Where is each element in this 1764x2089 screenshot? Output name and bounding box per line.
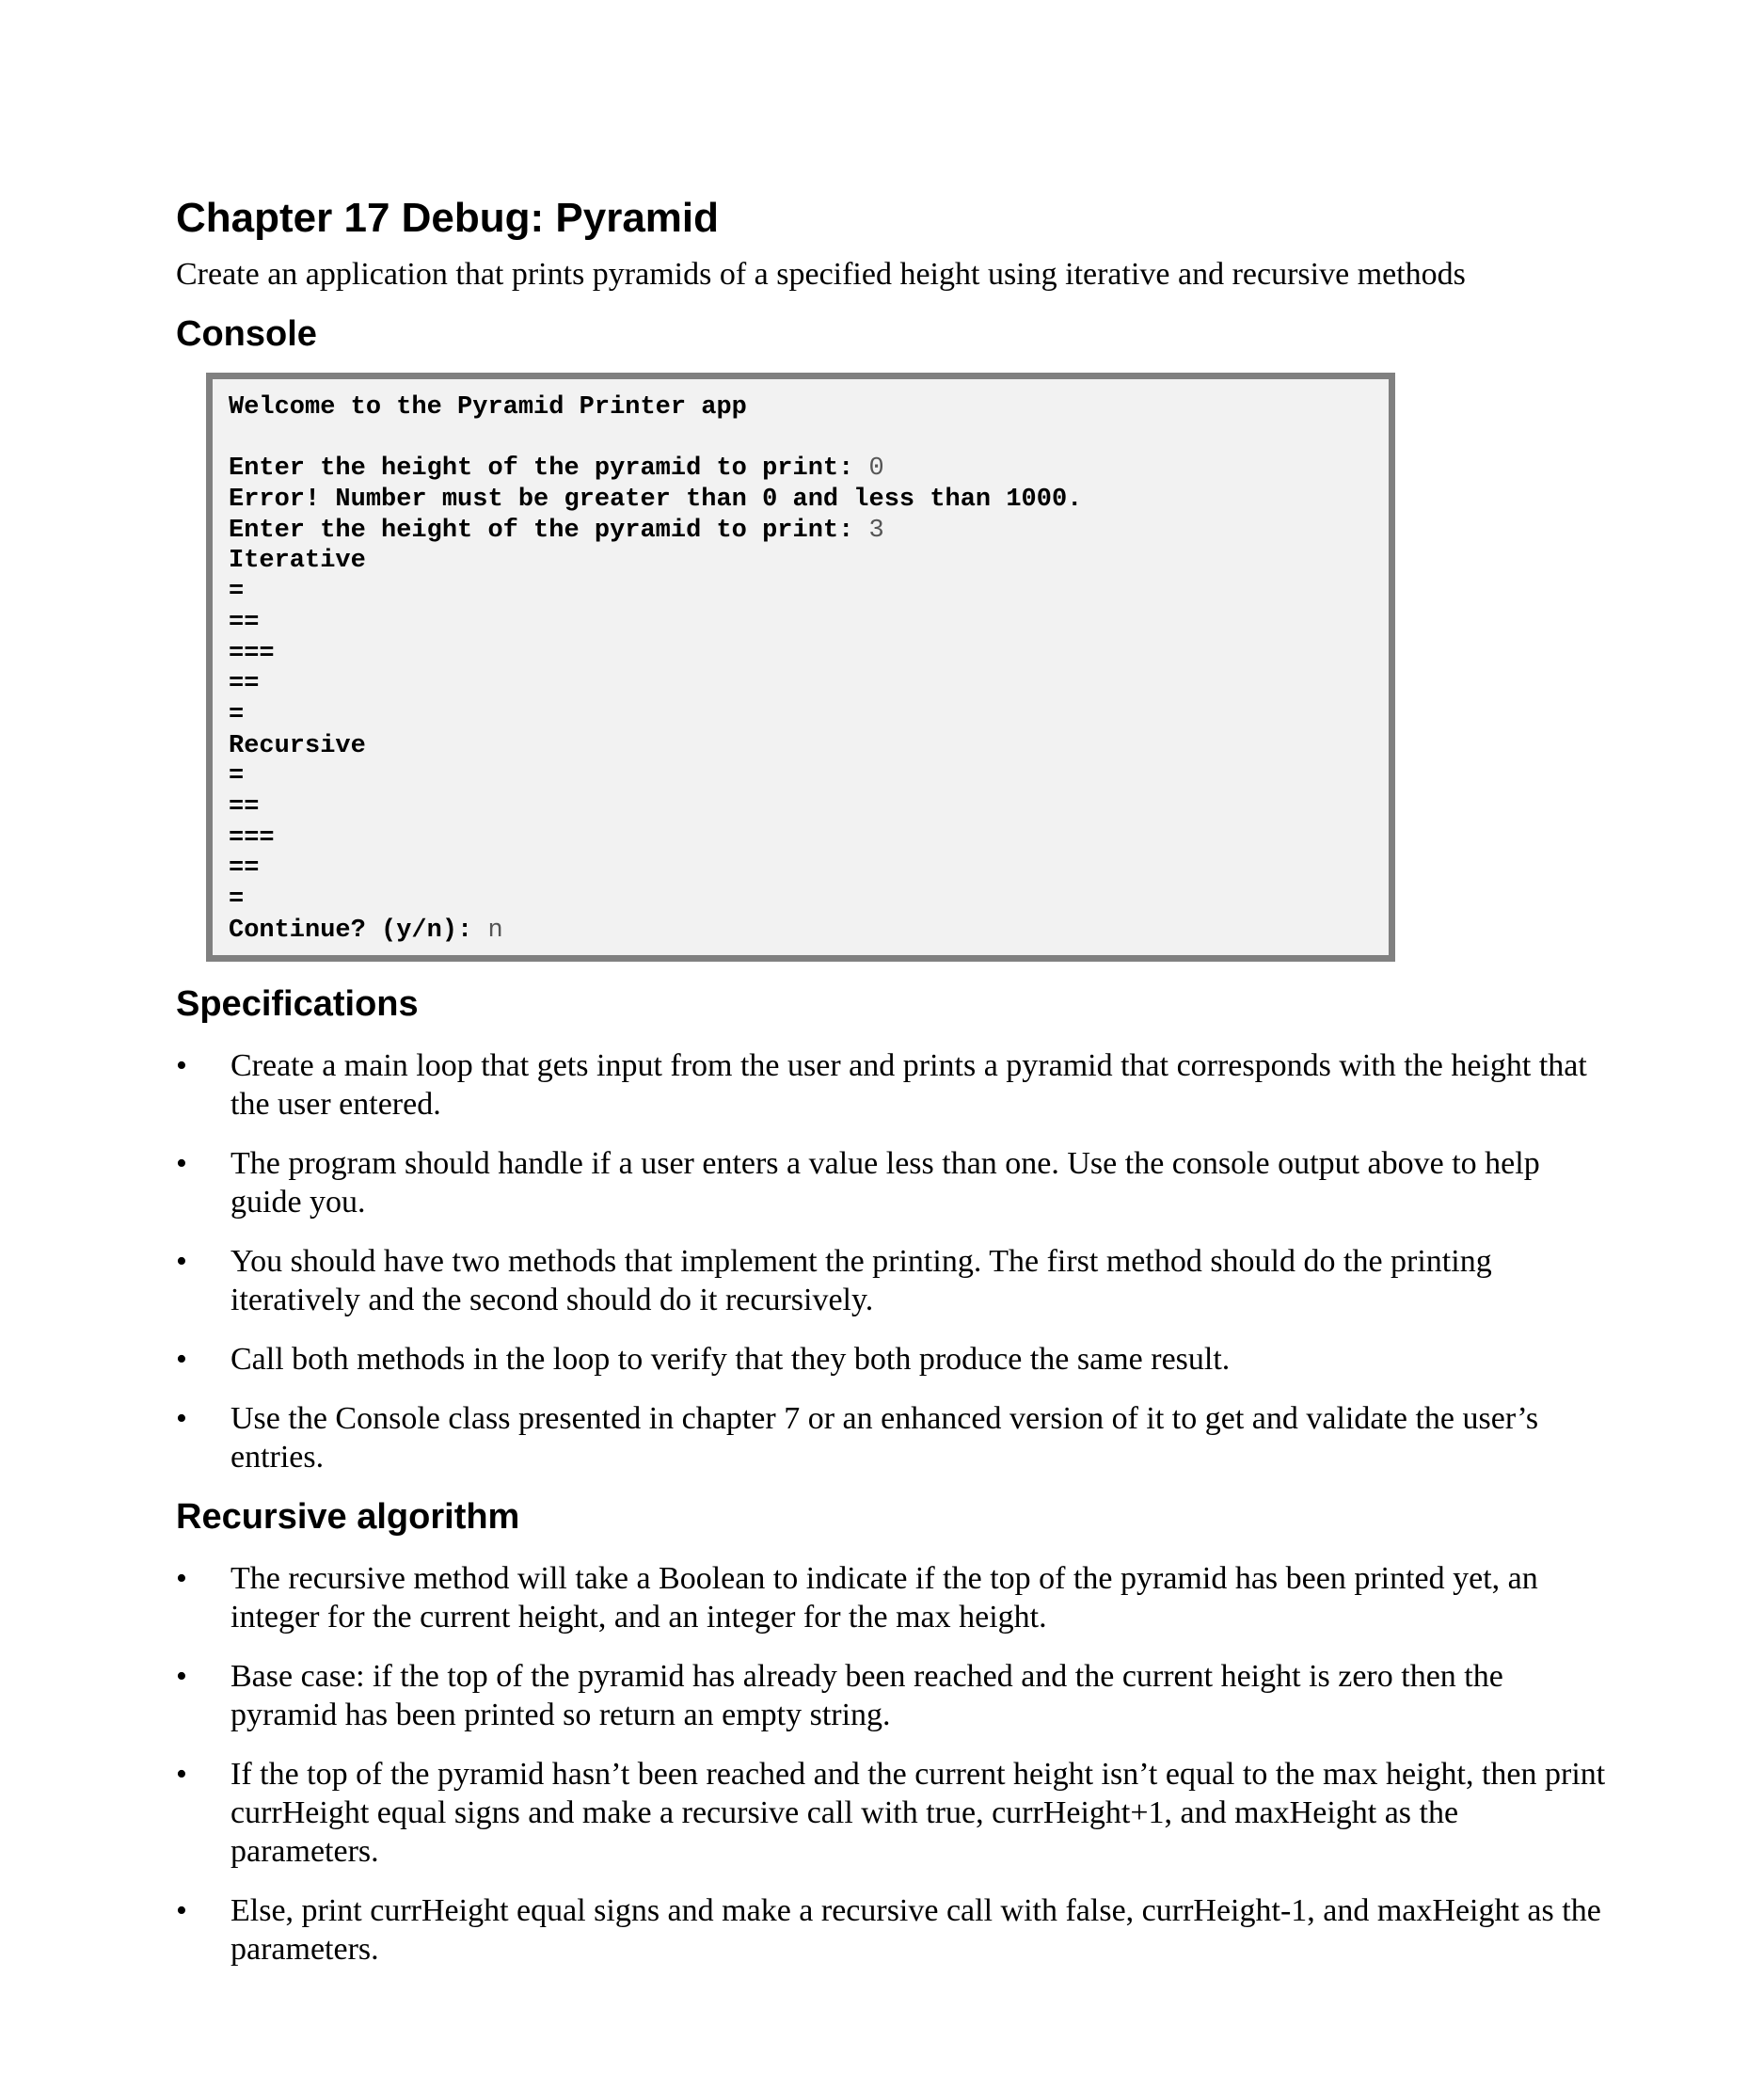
console-line-text: = — [229, 762, 245, 791]
console-line — [229, 485, 1373, 516]
console-output-box — [206, 373, 1395, 962]
console-line — [229, 577, 1373, 608]
console-line-text: == — [229, 608, 260, 637]
console-line-text: === — [229, 823, 275, 853]
recursive-algorithm-list — [176, 1559, 1606, 1969]
console-line-text: Enter the height of the pyramid to print: — [229, 454, 869, 484]
console-line — [229, 916, 1373, 947]
recursive-algorithm-item — [176, 1559, 1606, 1636]
specifications-heading: Specifications — [176, 984, 419, 1025]
bullet-icon: • — [176, 1757, 187, 1793]
specification-item-text: Create a main loop that gets input from the user and prints a pyramid that corresponds with the height that the user entered. — [230, 1048, 1587, 1123]
console-user-input: 0 — [868, 454, 884, 484]
console-line — [229, 731, 1373, 762]
console-line — [229, 700, 1373, 731]
bullet-icon: • — [176, 1401, 187, 1437]
bullet-icon: • — [176, 1659, 187, 1695]
console-line-text: Enter the height of the pyramid to print: — [229, 516, 869, 545]
console-line-text: = — [229, 700, 245, 729]
specification-item — [176, 1046, 1606, 1124]
intro-paragraph: Create an application that prints pyramids of a specified height using iterative and recursive methods — [176, 257, 1466, 292]
console-user-input: n — [487, 916, 503, 945]
specification-item — [176, 1144, 1606, 1221]
console-line — [229, 423, 1373, 454]
console-line-text: Iterative — [229, 547, 366, 576]
console-line — [229, 608, 1373, 639]
console-line-text: Continue? (y/n): — [229, 916, 488, 945]
document-page — [176, 195, 1606, 1969]
console-line — [229, 853, 1373, 885]
console-line — [229, 823, 1373, 854]
console-line-text: == — [229, 792, 260, 821]
specification-item-text: You should have two methods that implement the printing. The first method should do the printing iteratively and the second should do it recursively. — [230, 1244, 1492, 1318]
console-line — [229, 792, 1373, 823]
recursive-algorithm-heading: Recursive algorithm — [176, 1497, 520, 1538]
console-line-text: = — [229, 578, 245, 607]
recursive-algorithm-item-text: Base case: if the top of the pyramid has already been reached and the current height is zero then the pyramid has been printed so return an empty string. — [230, 1659, 1503, 1733]
specification-item — [176, 1340, 1606, 1379]
console-line — [229, 885, 1373, 916]
bullet-icon: • — [176, 1342, 187, 1378]
console-line-text: Error! Number must be greater than 0 and less than 1000. — [229, 486, 1083, 515]
recursive-algorithm-item-text: Else, print currHeight equal signs and make a recursive call with false, currHeight-1, and maxHeight as the parameters. — [230, 1893, 1601, 1968]
console-line — [229, 761, 1373, 792]
console-line — [229, 454, 1373, 485]
console-line — [229, 669, 1373, 700]
console-line — [229, 639, 1373, 670]
console-line-text: == — [229, 670, 260, 699]
bullet-icon: • — [176, 1146, 187, 1182]
bullet-icon: • — [176, 1048, 187, 1084]
console-heading: Console — [176, 314, 317, 354]
specification-item — [176, 1242, 1606, 1319]
recursive-algorithm-item — [176, 1891, 1606, 1969]
specification-item-text: The program should handle if a user enters a value less than one. Use the console output above to help guide you. — [230, 1146, 1540, 1220]
specification-item-text: Use the Console class presented in chapter 7 or an enhanced version of it to get and validate the user’s entries. — [230, 1401, 1539, 1475]
recursive-algorithm-item — [176, 1755, 1606, 1871]
recursive-algorithm-item-text: If the top of the pyramid hasn’t been reached and the current height isn’t equal to the max height, then print currHeight equal signs and make a recursive call with true, currHeight+1, and maxHeight as the parameters. — [230, 1757, 1606, 1870]
console-line-text: Recursive — [229, 731, 366, 760]
console-line — [229, 392, 1373, 423]
console-line — [229, 516, 1373, 547]
specification-item-text: Call both methods in the loop to verify that they both produce the same result. — [230, 1342, 1231, 1378]
console-line-text: = — [229, 885, 245, 914]
console-line-text: === — [229, 639, 275, 668]
bullet-icon: • — [176, 1244, 187, 1280]
recursive-algorithm-item — [176, 1657, 1606, 1734]
recursive-algorithm-item-text: The recursive method will take a Boolean to indicate if the top of the pyramid has been printed yet, an integer for the current height, and an integer for the max height. — [230, 1561, 1538, 1635]
console-line-text: Welcome to the Pyramid Printer app — [229, 393, 747, 422]
bullet-icon: • — [176, 1893, 187, 1929]
page-title: Chapter 17 Debug: Pyramid — [176, 195, 720, 241]
specifications-list — [176, 1046, 1606, 1476]
specification-item — [176, 1399, 1606, 1476]
console-user-input: 3 — [868, 516, 884, 545]
bullet-icon: • — [176, 1561, 187, 1597]
console-line-text: == — [229, 854, 260, 884]
console-line — [229, 546, 1373, 577]
